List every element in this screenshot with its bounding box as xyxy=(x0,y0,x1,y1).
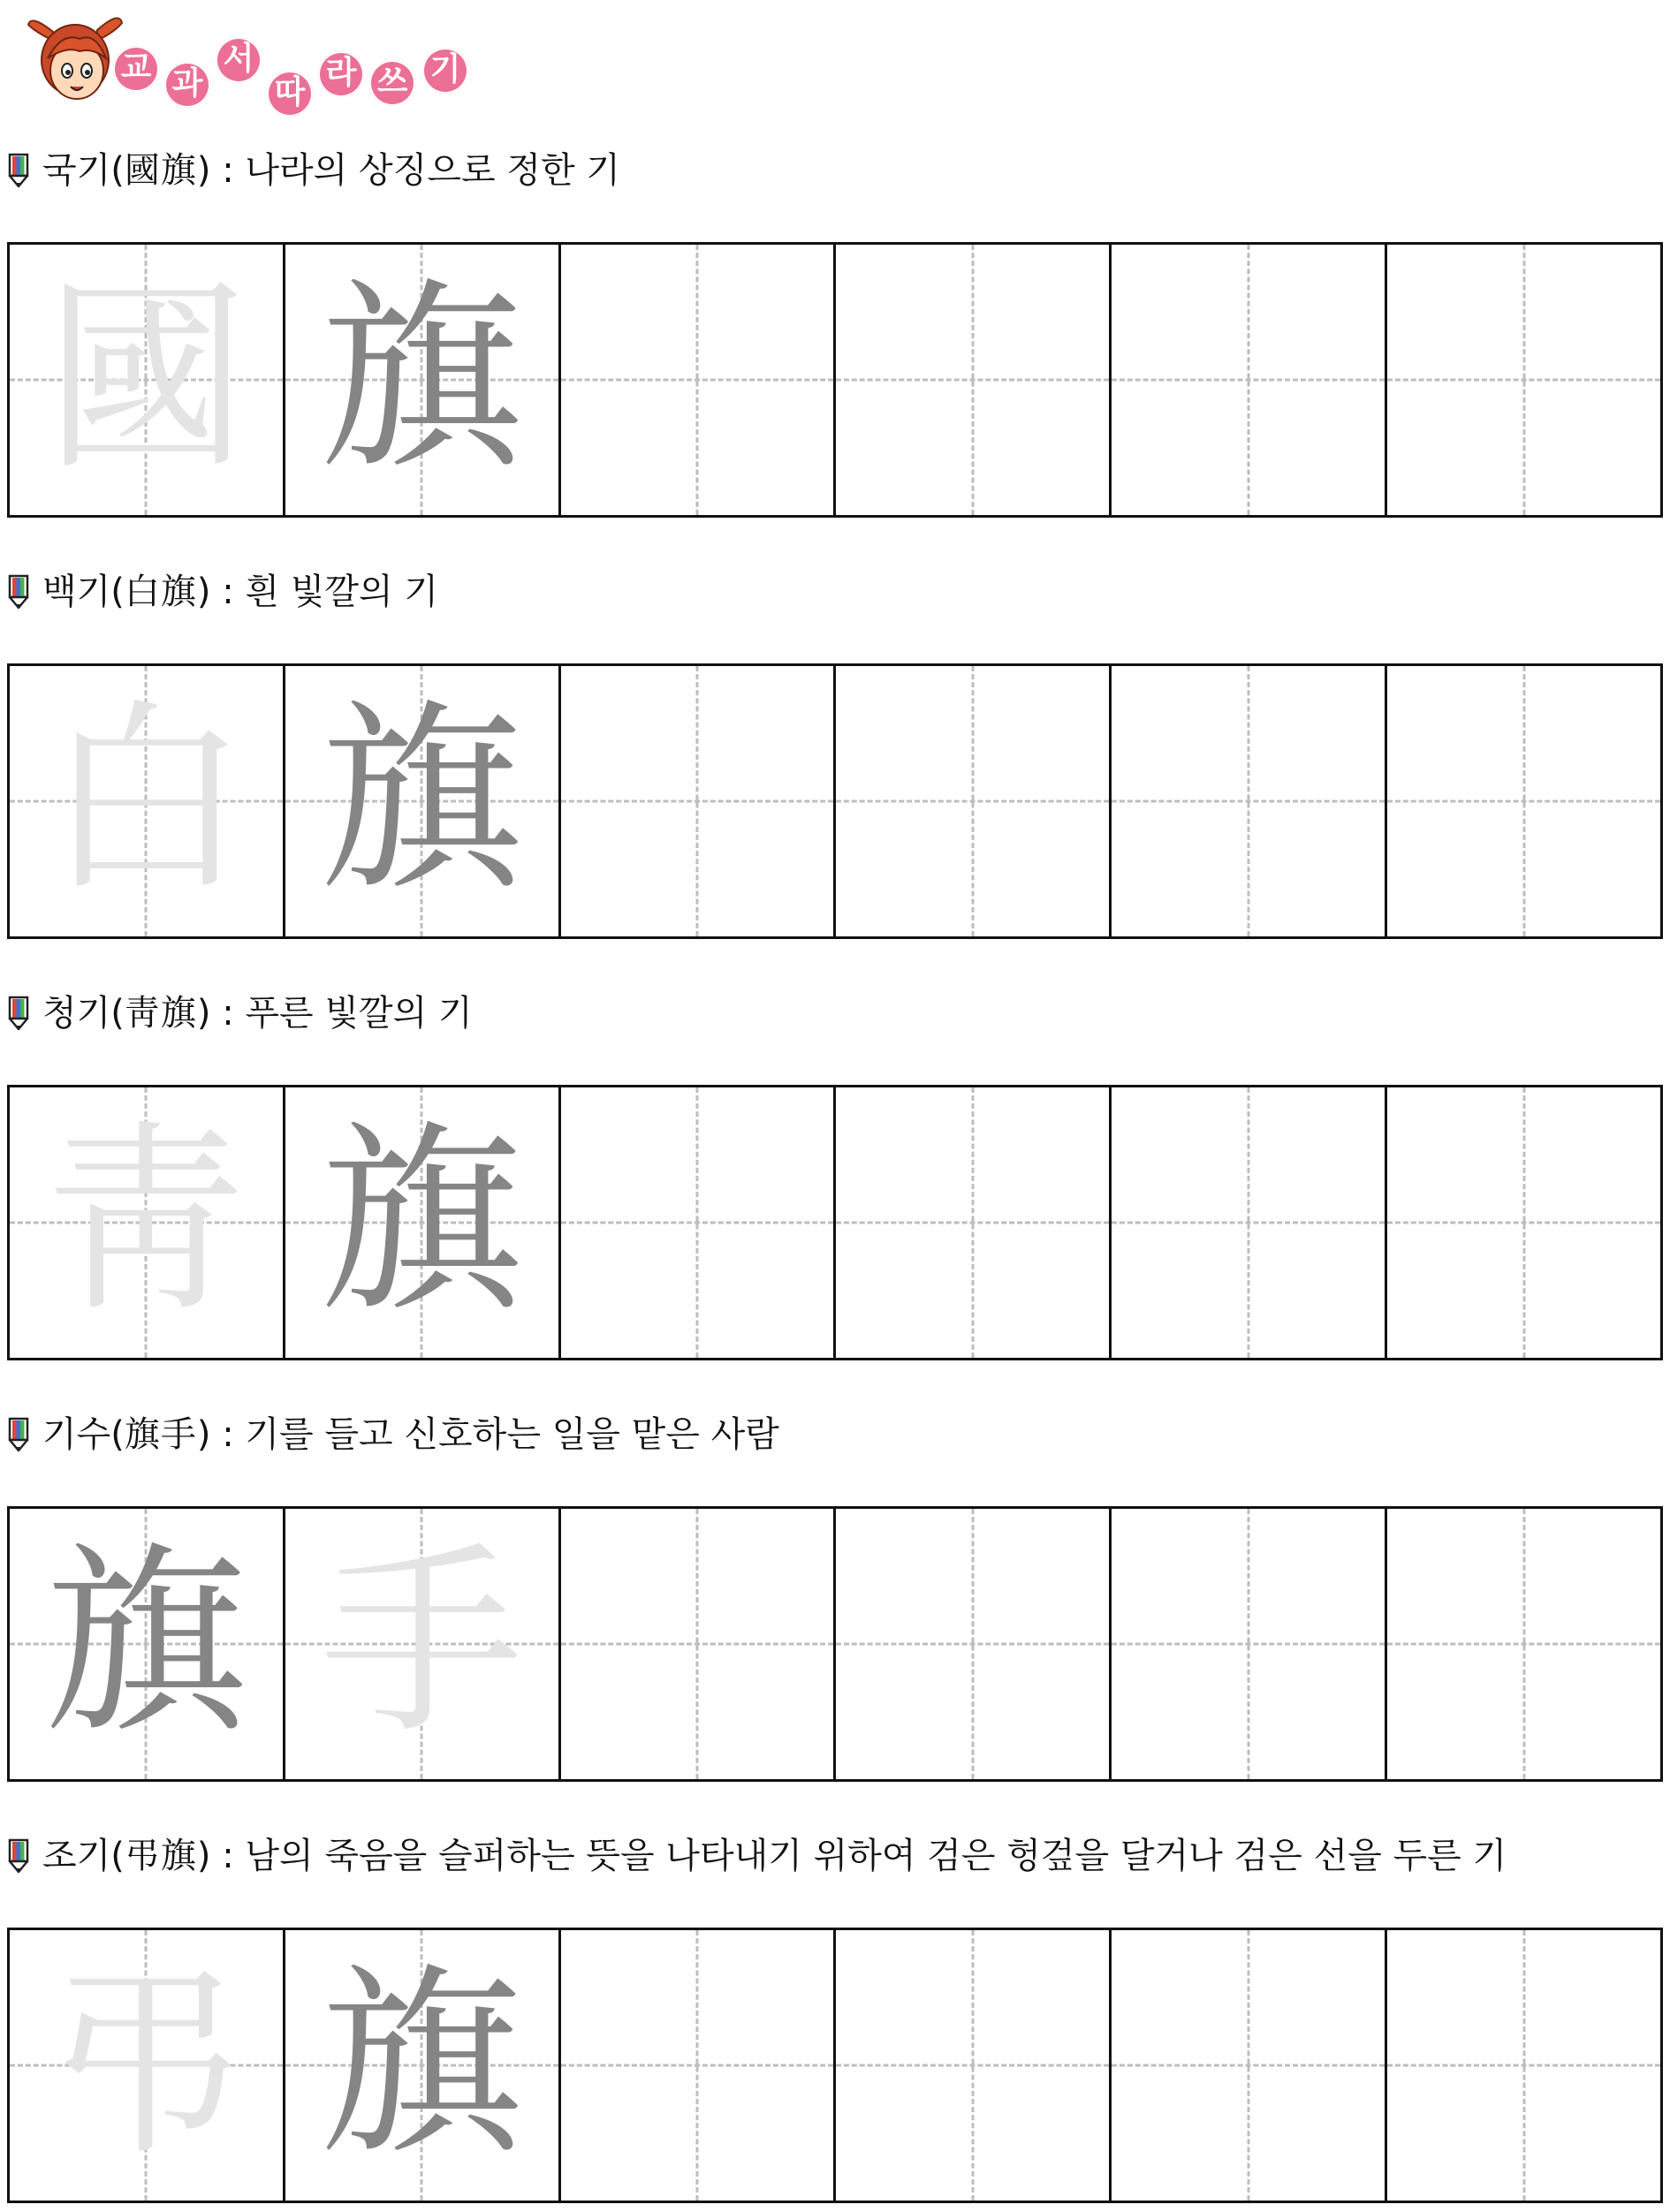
logo-letter: 서 xyxy=(216,37,262,83)
word-hanja: 國旗 xyxy=(124,150,197,191)
writing-cell[interactable] xyxy=(285,245,561,515)
model-character: 旗 xyxy=(320,683,524,919)
logo-letter: 라 xyxy=(318,51,364,97)
writing-cell[interactable] xyxy=(1387,1930,1660,2201)
writing-cell[interactable] xyxy=(1387,666,1660,936)
word-hangul: 기수 xyxy=(42,1414,111,1455)
writing-cell[interactable] xyxy=(1387,245,1660,515)
writing-cell[interactable] xyxy=(10,1930,285,2201)
writing-cell[interactable] xyxy=(10,1509,285,1779)
writing-cell[interactable] xyxy=(285,1087,561,1358)
trace-character: 靑 xyxy=(44,1104,248,1340)
writing-grid xyxy=(7,1085,1663,1360)
word-caption: 조기(弔旗) : 남의 죽음을 슬퍼하는 뜻을 나타내기 위하여 검은 헝겊을 달거나 검은 선을 두른 기 xyxy=(7,1834,1507,1878)
logo-letter: 과 xyxy=(164,62,210,108)
word-hanja: 靑旗 xyxy=(124,993,197,1034)
word-hangul: 조기 xyxy=(42,1836,111,1876)
model-character: 旗 xyxy=(44,1526,248,1761)
writing-cell[interactable] xyxy=(1112,1087,1387,1358)
writing-cell[interactable] xyxy=(10,666,285,936)
word-caption: 백기(白旗) : 흰 빛깔의 기 xyxy=(7,570,438,614)
writing-cell[interactable] xyxy=(1112,1930,1387,2201)
pencil-icon xyxy=(7,1417,30,1452)
pencil-icon xyxy=(7,996,30,1031)
pencil-icon xyxy=(7,1838,30,1874)
writing-cell[interactable] xyxy=(10,1087,285,1358)
logo-letter: 따 xyxy=(267,71,313,117)
logo-letter: 쓰 xyxy=(369,60,415,106)
writing-cell[interactable] xyxy=(836,245,1112,515)
writing-cell[interactable] xyxy=(285,1930,561,2201)
writing-cell[interactable] xyxy=(1112,1509,1387,1779)
word-hanja: 白旗 xyxy=(124,572,197,612)
pencil-icon xyxy=(7,574,30,610)
writing-cell[interactable] xyxy=(561,1509,837,1779)
writing-cell[interactable] xyxy=(285,1509,561,1779)
word-meaning: 푸른 빛깔의 기 xyxy=(245,993,473,1034)
writing-grid xyxy=(7,663,1663,939)
writing-cell[interactable] xyxy=(285,666,561,936)
writing-cell[interactable] xyxy=(10,245,285,515)
word-caption: 기수(旗手) : 기를 들고 신호하는 일을 맡은 사람 xyxy=(7,1413,779,1457)
writing-cell[interactable] xyxy=(561,1930,837,2201)
writing-cell[interactable] xyxy=(836,666,1112,936)
writing-cell[interactable] xyxy=(836,1087,1112,1358)
writing-cell[interactable] xyxy=(561,666,837,936)
writing-cell[interactable] xyxy=(1387,1509,1660,1779)
writing-grid xyxy=(7,1928,1663,2203)
writing-cell[interactable] xyxy=(561,1087,837,1358)
word-hangul: 백기 xyxy=(42,572,111,612)
writing-cell[interactable] xyxy=(836,1509,1112,1779)
writing-grid xyxy=(7,1506,1663,1782)
trace-character: 弔 xyxy=(44,1947,248,2183)
writing-cell[interactable] xyxy=(1112,245,1387,515)
word-meaning: 흰 빛깔의 기 xyxy=(245,572,439,612)
logo-letter: 교 xyxy=(113,46,159,92)
writing-cell[interactable] xyxy=(561,245,837,515)
word-hanja: 旗手 xyxy=(124,1414,197,1455)
word-caption: 국기(國旗) : 나라의 상징으로 정한 기 xyxy=(7,148,620,193)
writing-cell[interactable] xyxy=(1112,666,1387,936)
worksheet-logo xyxy=(27,5,486,120)
word-meaning: 나라의 상징으로 정한 기 xyxy=(245,150,620,191)
model-character: 旗 xyxy=(320,261,524,497)
writing-cell[interactable] xyxy=(1387,1087,1660,1358)
word-meaning: 기를 들고 신호하는 일을 맡은 사람 xyxy=(245,1414,779,1455)
logo-title xyxy=(27,5,486,120)
trace-character: 手 xyxy=(320,1526,524,1761)
trace-character: 白 xyxy=(44,683,248,919)
logo-letter: 기 xyxy=(422,48,468,94)
word-caption: 청기(靑旗) : 푸른 빛깔의 기 xyxy=(7,991,473,1035)
word-hangul: 국기 xyxy=(42,150,111,191)
model-character: 旗 xyxy=(320,1104,524,1340)
trace-character: 國 xyxy=(44,261,248,497)
word-meaning: 남의 죽음을 슬퍼하는 뜻을 나타내기 위하여 검은 헝겊을 달거나 검은 선을 두른 기 xyxy=(245,1836,1507,1876)
model-character: 旗 xyxy=(320,1947,524,2183)
pencil-icon xyxy=(7,153,30,188)
word-hangul: 청기 xyxy=(42,993,111,1034)
writing-grid xyxy=(7,242,1663,518)
word-hanja: 弔旗 xyxy=(124,1836,197,1876)
writing-cell[interactable] xyxy=(836,1930,1112,2201)
